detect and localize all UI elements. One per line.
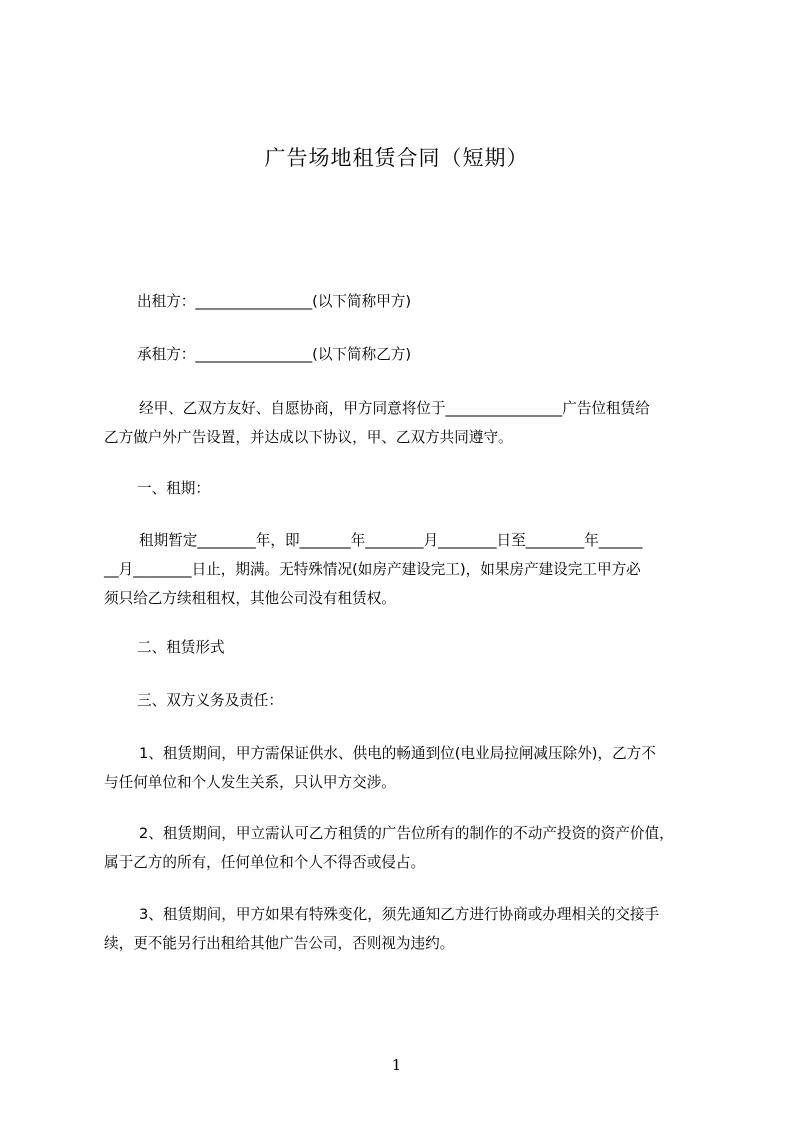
lessee-line xyxy=(104,340,704,369)
document-title: 广告场地租赁合同（短期） xyxy=(264,146,529,170)
section1-heading-text: 一、租期： xyxy=(137,480,210,497)
section2-heading-text: 二、租赁形式 xyxy=(137,639,225,656)
intro-paragraph xyxy=(104,394,704,452)
lessor-text: 出租方：________________(以下简称甲方) xyxy=(137,293,412,310)
lease-term-line-3: 须只给乙方续租租权，其他公司没有租赁权。 xyxy=(104,590,396,607)
clause-1-line-1: 1、租赁期间，甲方需保证供水、供电的畅通到位(电业局拉闸减压除外)，乙方不 xyxy=(139,745,656,762)
clause-2-line-2: 属于乙方的所有，任何单位和个人不得否或侵占。 xyxy=(104,854,426,871)
lease-term-paragraph xyxy=(104,526,704,613)
clause-3-line-2: 续，更不能另行出租给其他广告公司，否则视为违约。 xyxy=(104,935,455,952)
clause-3-line-1: 3、租赁期间，甲方如果有特殊变化，须先通知乙方进行协商或办理相关的交接手 xyxy=(139,906,660,923)
lessor-line xyxy=(104,287,704,316)
lease-term-line-1: 租期暂定________年，即_______年________月________日至________年______ xyxy=(139,532,643,549)
page-number: 1 xyxy=(391,1056,402,1074)
clause-1 xyxy=(104,739,704,797)
clause-3 xyxy=(104,900,704,958)
section3-heading xyxy=(104,686,704,715)
clause-1-line-2: 与任何单位和个人发生关系，只认甲方交涉。 xyxy=(104,774,396,791)
clause-2-line-1: 2、租赁期间，甲立需认可乙方租赁的广告位所有的制作的不动产投资的资产价值， xyxy=(139,825,674,842)
intro-line-2: 乙方做户外广告设置，并达成以下协议，甲、乙双方共同遵守。 xyxy=(104,429,513,446)
intro-line-1: 经甲、乙双方友好、自愿协商，甲方同意将位于________________广告位租赁给 xyxy=(139,400,650,417)
clause-2 xyxy=(104,819,704,877)
section2-heading xyxy=(104,633,704,662)
section1-heading xyxy=(104,474,704,503)
lessee-text: 承租方：________________(以下简称乙方) xyxy=(137,346,412,363)
section3-heading-text: 三、双方义务及责任： xyxy=(137,692,283,709)
lease-term-line-2: __月________日止，期满。无特殊情况(如房产建设完工)，如果房产建设完工甲方必 xyxy=(104,561,641,578)
